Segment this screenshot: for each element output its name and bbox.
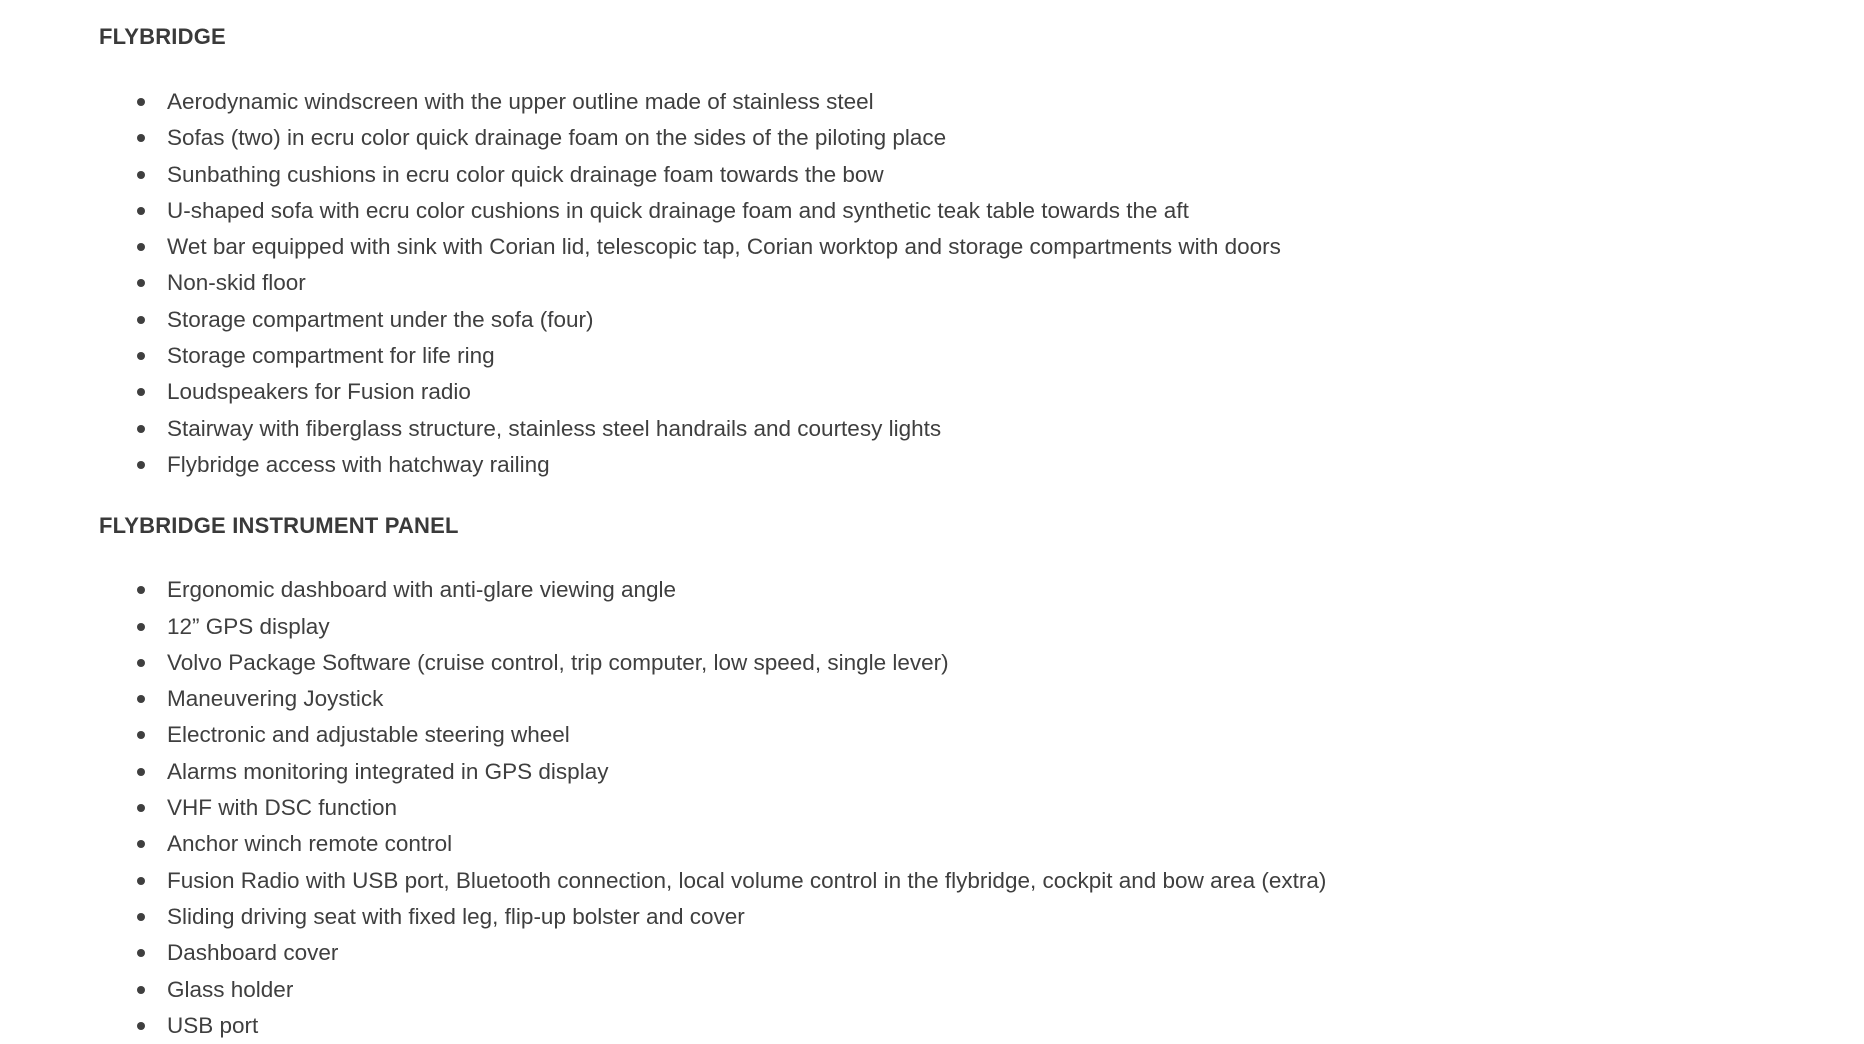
- section-title-instrument-panel: FLYBRIDGE INSTRUMENT PANEL: [99, 513, 459, 539]
- list-item-text: Sofas (two) in ecru color quick drainage foam on the sides of the piloting place: [167, 125, 947, 151]
- bullet-icon: [137, 207, 145, 215]
- bullet-icon: [137, 986, 145, 994]
- list-item-text: VHF with DSC function: [167, 795, 398, 821]
- bullet-icon: [137, 586, 145, 594]
- list-item: [99, 302, 1799, 338]
- spec-list-flybridge: [99, 84, 1799, 483]
- bullet-icon: [137, 804, 145, 812]
- list-item-text: Wet bar equipped with sink with Corian lid, telescopic tap, Corian worktop and storage compartments with doors: [167, 234, 1281, 260]
- list-item-text: Ergonomic dashboard with anti-glare viewing angle: [167, 577, 677, 603]
- bullet-icon: [137, 659, 145, 667]
- list-item: [99, 572, 1799, 608]
- list-item: [99, 447, 1799, 483]
- list-item: [99, 338, 1799, 374]
- bullet-icon: [137, 913, 145, 921]
- list-item: [99, 754, 1799, 790]
- list-item: [99, 157, 1799, 193]
- bullet-icon: [137, 731, 145, 739]
- spec-content: [99, 0, 1799, 1044]
- list-item: [99, 193, 1799, 229]
- list-item-text: Fusion Radio with USB port, Bluetooth connection, local volume control in the flybridge, cockpit and bow area (extra): [167, 867, 1327, 893]
- list-item: [99, 826, 1799, 862]
- bullet-icon: [137, 316, 145, 324]
- section-title-flybridge: FLYBRIDGE: [99, 24, 226, 49]
- list-item-text: Flybridge access with hatchway railing: [167, 451, 550, 477]
- bullet-icon: [137, 695, 145, 703]
- list-item-text: 12” GPS display: [167, 613, 330, 639]
- bullet-icon: [137, 877, 145, 885]
- list-item-text: U-shaped sofa with ecru color cushions in quick drainage foam and synthetic teak table towards the aft: [167, 197, 1189, 223]
- list-item-text: Dashboard cover: [167, 940, 339, 966]
- list-item: [99, 411, 1799, 447]
- list-item: [99, 229, 1799, 265]
- list-item: [99, 84, 1799, 120]
- bullet-icon: [137, 425, 145, 433]
- list-item: [99, 374, 1799, 410]
- bullet-icon: [137, 98, 145, 106]
- list-item: [99, 645, 1799, 681]
- bullet-icon: [137, 768, 145, 776]
- spec-list-instrument-panel: [99, 572, 1799, 1044]
- bullet-icon: [137, 840, 145, 848]
- bullet-icon: [137, 949, 145, 957]
- list-item: [99, 609, 1799, 645]
- list-item-text: Sliding driving seat with fixed leg, flip-up bolster and cover: [167, 903, 745, 929]
- list-item: [99, 1008, 1799, 1044]
- list-item: [99, 790, 1799, 826]
- list-item-text: Sunbathing cushions in ecru color quick drainage foam towards the bow: [167, 161, 884, 187]
- bullet-icon: [137, 388, 145, 396]
- list-item: [99, 717, 1799, 753]
- list-item: [99, 972, 1799, 1008]
- bullet-icon: [137, 1022, 145, 1030]
- list-item-text: Storage compartment for life ring: [167, 343, 495, 369]
- bullet-icon: [137, 461, 145, 469]
- list-item-text: Aerodynamic windscreen with the upper outline made of stainless steel: [167, 89, 874, 114]
- list-item-text: USB port: [167, 1012, 259, 1038]
- list-item-text: Loudspeakers for Fusion radio: [167, 379, 471, 405]
- list-item: [99, 265, 1799, 301]
- list-item-text: Electronic and adjustable steering wheel: [167, 722, 570, 748]
- list-item-text: Storage compartment under the sofa (four): [167, 306, 594, 332]
- bullet-icon: [137, 623, 145, 631]
- list-item-text: Glass holder: [167, 976, 294, 1002]
- bullet-icon: [137, 279, 145, 287]
- bullet-icon: [137, 134, 145, 142]
- list-item: [99, 863, 1799, 899]
- list-item-text: Volvo Package Software (cruise control, trip computer, low speed, single lever): [167, 649, 949, 675]
- list-item: [99, 120, 1799, 156]
- list-item: [99, 935, 1799, 971]
- list-item: [99, 681, 1799, 717]
- list-item-text: Non-skid floor: [167, 270, 306, 296]
- list-item-text: Maneuvering Joystick: [167, 686, 384, 712]
- list-item-text: Alarms monitoring integrated in GPS display: [167, 758, 609, 784]
- list-item-text: Stairway with fiberglass structure, stainless steel handrails and courtesy lights: [167, 415, 942, 441]
- list-item-text: Anchor winch remote control: [167, 831, 453, 857]
- bullet-icon: [137, 243, 145, 251]
- bullet-icon: [137, 352, 145, 360]
- bullet-icon: [137, 171, 145, 179]
- list-item: [99, 899, 1799, 935]
